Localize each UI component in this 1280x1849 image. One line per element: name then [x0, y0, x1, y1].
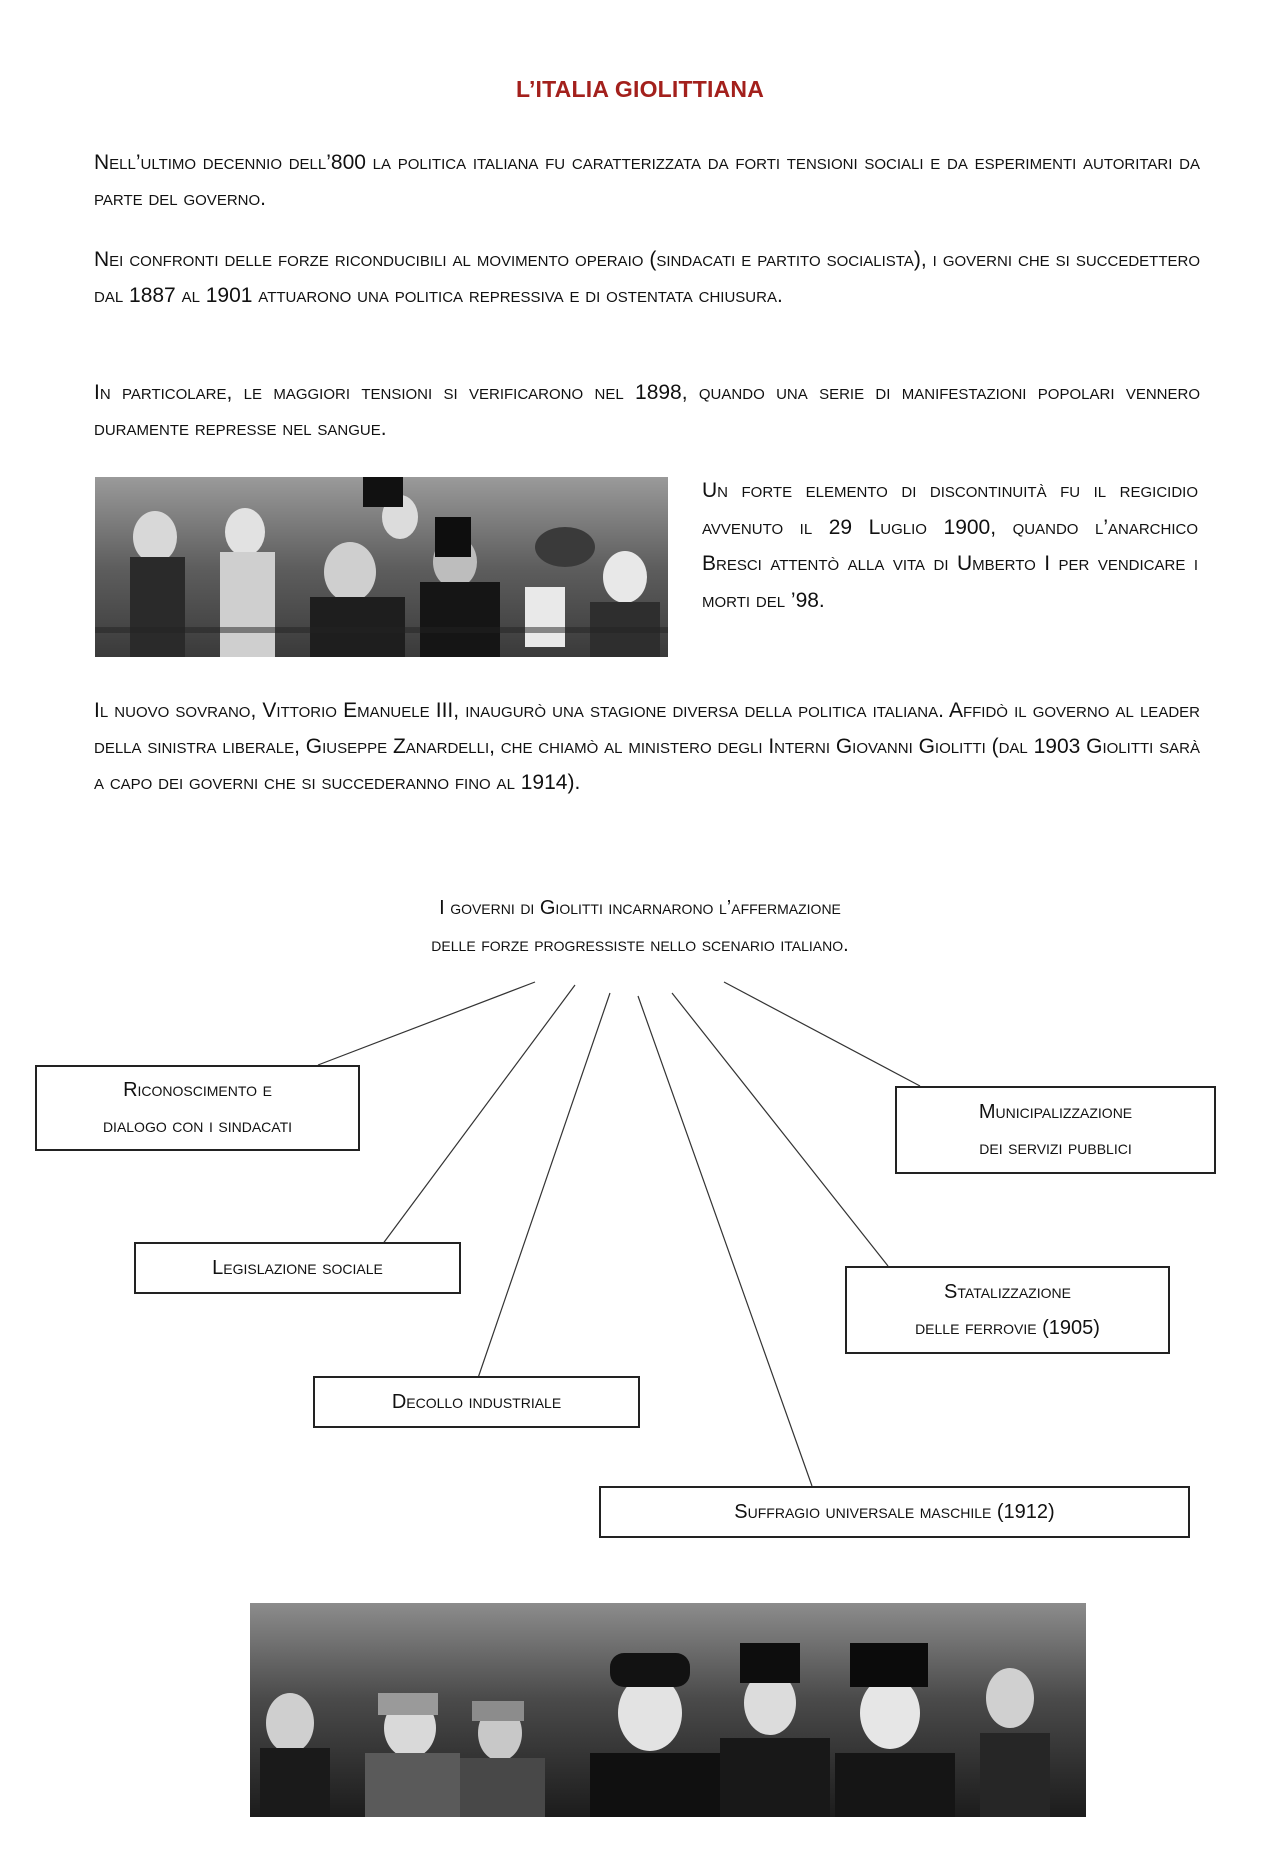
- box-statalizzazione-line-2: delle ferrovie (1905): [915, 1317, 1100, 1339]
- connector-decollo: [478, 993, 610, 1378]
- diagram-center-line-2: delle forze progressiste nello scenario italiano.: [431, 934, 849, 956]
- connector-statalizzazione: [672, 993, 888, 1266]
- box-decollo: [313, 1376, 640, 1428]
- box-suffragio: [599, 1486, 1190, 1538]
- paragraph-1898: In particolare, le maggiori tensioni si verificarono nel 1898, quando una serie di manifestazioni popolari vennero duramente represse nel sangue.: [94, 381, 1200, 440]
- giolitti-photograph: [250, 1603, 1086, 1817]
- box-statalizzazione: [845, 1266, 1170, 1354]
- box-riconoscimento: [35, 1065, 360, 1151]
- paragraph-regicidio: Un forte elemento di discontinuità fu il regicidio avvenuto il 29 Luglio 1900, quando l’anarchico Bresci attentò alla vita di Umberto I per vendicare i morti del ’98.: [702, 479, 1198, 612]
- connector-municipalizzazione: [724, 982, 920, 1086]
- box-legislazione: [134, 1242, 461, 1294]
- diagram-center-line-1: I governi di Giolitti incarnarono l’affermazione: [439, 897, 841, 919]
- box-riconoscimento-line-1: Riconoscimento e: [123, 1079, 272, 1101]
- connector-legislazione: [382, 985, 575, 1245]
- box-riconoscimento-line-2: dialogo con i sindacati: [102, 1115, 293, 1137]
- paragraph-movimento-operaio: Nei confronti delle forze riconducibili al movimento operaio (sindacati e partito socialista), i governi che si succedettero dal 1887 al 1901 attuarono una politica repressiva e di ostentata chiusura.: [94, 248, 1200, 307]
- box-municipalizzazione: [895, 1086, 1216, 1174]
- box-suffragio-label: Suffragio universale maschile (1912): [734, 1501, 1055, 1523]
- box-municipalizzazione-line-1: Municipalizzazione: [978, 1101, 1133, 1123]
- box-municipalizzazione-line-2: dei servizi pubblici: [979, 1137, 1132, 1159]
- paragraph-intro: Nell’ultimo decennio dell’800 la politica italiana fu caratterizzata da forti tensioni sociali e da esperimenti autoritari da parte del governo.: [94, 151, 1200, 210]
- box-decollo-label: Decollo industriale: [391, 1391, 562, 1413]
- box-statalizzazione-line-1: Statalizzazione: [944, 1281, 1071, 1303]
- connector-riconoscimento: [318, 982, 535, 1065]
- page-title: L’ITALIA GIOLITTIANA: [515, 76, 765, 102]
- connector-suffragio: [638, 996, 812, 1486]
- paragraph-vittorio-emanuele: Il nuovo sovrano, Vittorio Emanuele III, inaugurò una stagione diversa della politica italiana. Affidò il governo al leader della sinistra liberale, Giuseppe Zanardelli, che chiamò al ministero degli Interni Giovanni Giolitti (dal 1903 Giolitti sarà a capo dei governi che si succederanno fino al 1914).: [94, 699, 1200, 794]
- box-legislazione-label: Legislazione sociale: [212, 1257, 383, 1279]
